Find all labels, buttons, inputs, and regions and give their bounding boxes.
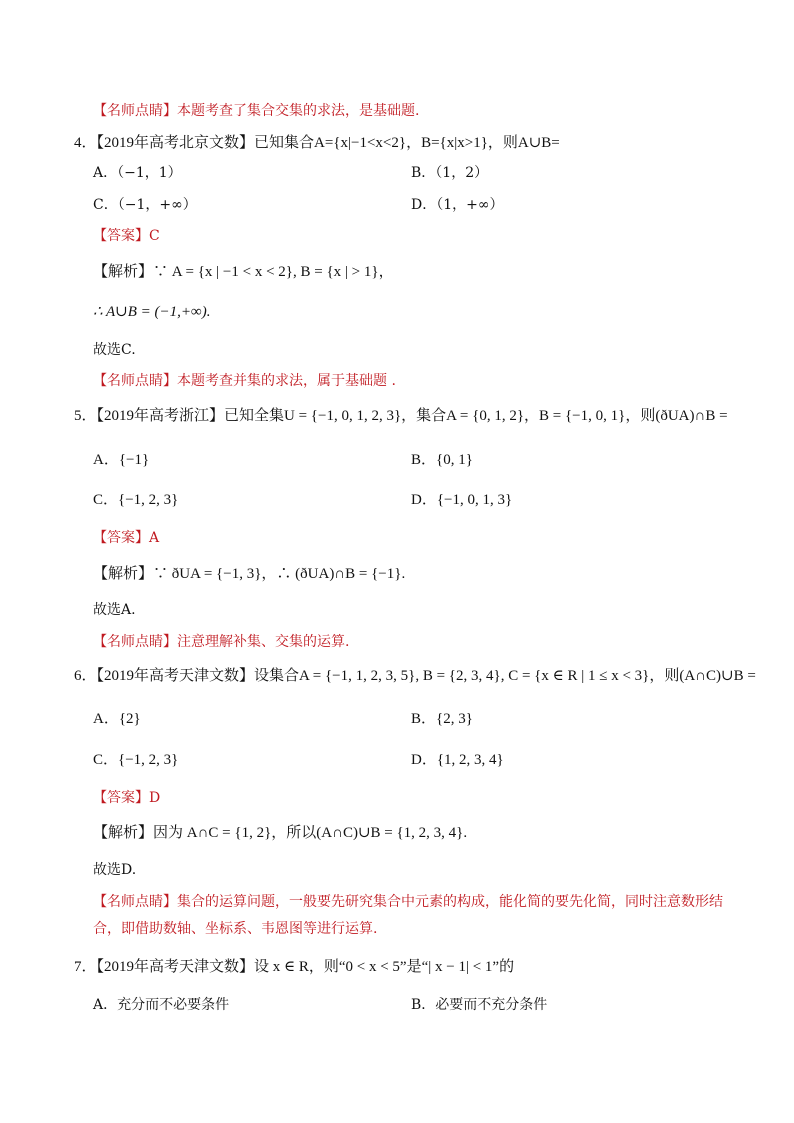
q6-comment: 【名师点睛】集合的运算问题，一般要先研究集合中元素的构成，能化简的要先化简，同时注意数形结合，即借助数轴、坐标系、韦恩图等进行运算.: [93, 894, 723, 937]
q5-answer: 【答案】A: [93, 530, 160, 546]
q6-stem: 6．【2019年高考天津文数】设集合A = {−1, 1, 2, 3, 5}, B = {2, 3, 4}, C = {x ∈ R | 1 ≤ x < 3}，则(A∩C)∪B =: [74, 668, 756, 684]
q4-answer: 【答案】C: [93, 228, 160, 244]
q4-option-a: A．（−1，1）: [93, 165, 182, 181]
q4-comment: 【名师点睛】本题考查并集的求法，属于基础题 .: [93, 373, 396, 389]
q4-analysis: 【解析】∵ A = {x | −1 < x < 2}, B = {x | > 1}，: [93, 264, 394, 280]
q4-stem: 4．【2019年高考北京文数】已知集合A={x|−1<x<2}，B={x|x>1}，则A∪B=: [74, 135, 560, 151]
q6-option-d: D．{1, 2, 3, 4}: [411, 752, 504, 768]
q7-option-a: A．充分而不必要条件: [93, 997, 230, 1013]
q5-analysis: 【解析】∵ ðUA = {−1, 3}，∴ (ðUA)∩B = {−1}.: [93, 566, 406, 582]
q4-conclusion: 故选C.: [93, 342, 136, 358]
q3-comment: 【名师点睛】本题考查了集合交集的求法，是基础题.: [93, 103, 420, 119]
q5-comment: 【名师点睛】注意理解补集、交集的运算.: [93, 634, 350, 650]
q6-option-c: C．{−1, 2, 3}: [93, 752, 179, 768]
q5-option-b: B．{0, 1}: [411, 452, 473, 468]
q6-conclusion: 故选D.: [93, 862, 137, 878]
q5-stem: 5．【2019年高考浙江】已知全集U = {−1, 0, 1, 2, 3}，集合A = {0, 1, 2}，B = {−1, 0, 1}，则(ðUA)∩B =: [74, 408, 728, 424]
q5-option-d: D．{−1, 0, 1, 3}: [411, 492, 513, 508]
q5-option-c: C．{−1, 2, 3}: [93, 492, 179, 508]
q4-option-c: C．（−1，+∞）: [93, 197, 197, 213]
q5-option-a: A．{−1}: [93, 452, 150, 468]
q4-option-d: D．（1，+∞）: [411, 197, 504, 213]
q6-option-b: B．{2, 3}: [411, 711, 473, 727]
q5-conclusion: 故选A.: [93, 602, 136, 618]
q7-stem: 7．【2019年高考天津文数】设 x ∈ R，则“0 < x < 5”是“| x − 1| < 1”的: [74, 959, 515, 975]
q7-option-b: B．必要而不充分条件: [411, 997, 548, 1013]
q6-answer: 【答案】D: [93, 790, 161, 806]
q4-analysis-2: ∴ A∪B = (−1,+∞).: [93, 304, 211, 320]
q6-option-a: A．{2}: [93, 711, 141, 727]
q6-analysis: 【解析】因为 A∩C = {1, 2}，所以(A∩C)∪B = {1, 2, 3, 4}.: [93, 825, 468, 841]
q4-option-b: B．（1，2）: [411, 165, 489, 181]
